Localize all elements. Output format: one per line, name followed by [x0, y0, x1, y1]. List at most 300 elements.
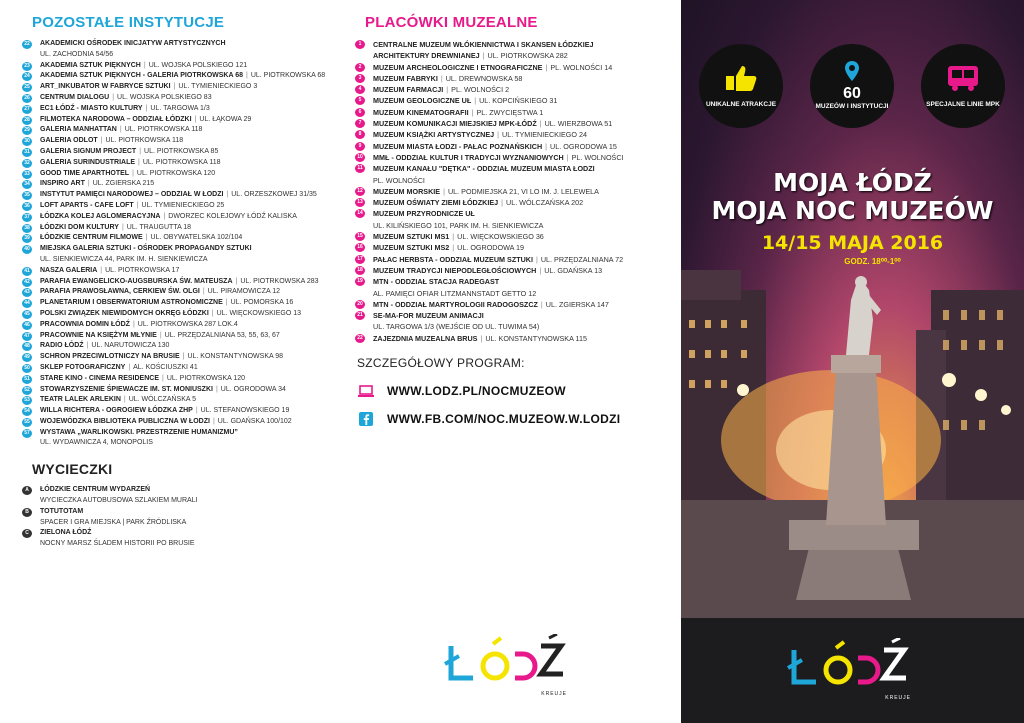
item-number-badge: 13 — [355, 198, 365, 207]
item-number-badge: 57 — [22, 429, 32, 438]
museums-list — [355, 39, 675, 344]
trips-list — [22, 485, 342, 550]
list-item — [22, 298, 342, 309]
separator: | — [235, 277, 238, 285]
item-name: PARAFIA PRAWOSŁAWNA, CERKIEW ŚW. OLGI — [40, 288, 200, 296]
separator: | — [225, 299, 228, 307]
item-address: UL. WÓLCZAŃSKA 5 — [128, 396, 197, 404]
separator: | — [128, 363, 131, 371]
list-item — [22, 158, 342, 169]
separator: | — [145, 104, 148, 112]
item-address: UL. PRZĘDZALNIANA 53, 55, 63, 67 — [164, 331, 280, 339]
separator: | — [440, 73, 443, 83]
item-address: UL. KONSTANTYNOWSKA 98 — [187, 353, 284, 361]
item-number-badge: 16 — [355, 243, 365, 252]
item-name: MUZEUM MORSKIE — [373, 186, 441, 196]
list-item — [22, 363, 342, 374]
item-number-badge: 53 — [22, 396, 32, 405]
list-item — [355, 333, 675, 344]
list-item — [22, 125, 342, 136]
item-address: UL. NARUTOWICZA 130 — [91, 342, 170, 350]
trips-title: WYCIECZKI — [32, 461, 113, 478]
item-number-badge: 2 — [355, 63, 365, 72]
item-number-badge: 12 — [355, 187, 365, 196]
item-name: AKADEMIA SZTUK PIĘKNYCH - GALERIA PIOTRKOWSKA 68 — [40, 72, 244, 80]
item-number-badge: 39 — [22, 234, 32, 243]
item-name: AKADEMIA SZTUK PIĘKNYCH — [40, 61, 141, 69]
separator: | — [480, 333, 483, 343]
poster-date: 14/15 MAJA 2016 — [761, 232, 944, 254]
item-number-badge: 6 — [355, 108, 365, 117]
item-number-badge: 4 — [355, 85, 365, 94]
item-number-badge: 26 — [22, 94, 32, 103]
item-address: UL. PIOTRKOWSKA 282 — [487, 51, 568, 61]
item-name: ART_INKUBATOR W FABRYCE SZTUKI — [40, 83, 171, 91]
list-item — [22, 223, 342, 234]
separator: | — [452, 232, 455, 242]
item-address: UL. ŁĄKOWA 29 — [199, 115, 252, 123]
list-item — [22, 233, 342, 244]
list-item — [22, 309, 342, 320]
item-address: UL. PIOTRKOWSKA 68 — [250, 72, 326, 80]
item-name: MUZEUM PRZYRODNICZE UŁ — [373, 209, 475, 219]
item-name: PAŁAC HERBSTA - ODDZIAŁ MUZEUM SZTUKI — [373, 254, 533, 264]
badge-attractions-label: UNIKALNE ATRAKCJE — [705, 100, 777, 108]
item-number-badge: 54 — [22, 407, 32, 416]
item-address: UL. OGRODOWA 15 — [550, 141, 617, 151]
item-number-badge: 11 — [355, 164, 365, 173]
list-item — [22, 266, 342, 277]
badge-museums-label: MUZEÓW I INSTYTUCJI — [815, 103, 889, 110]
separator: | — [121, 223, 124, 231]
item-address: UL. ORZESZKOWEJ 31/35 — [231, 191, 317, 199]
item-number-badge: 5 — [355, 96, 365, 105]
item-name: LOFT APARTS - CAFE LOFT — [40, 201, 134, 209]
laptop-icon — [357, 384, 375, 398]
item-address: PL. ZWYCIĘSTWA 1 — [476, 107, 544, 117]
item-number-badge: 31 — [22, 148, 32, 157]
separator: | — [100, 137, 103, 145]
item-name: GALERIA SURINDUSTRIALE — [40, 158, 136, 166]
column-museums — [355, 14, 675, 697]
program-section — [357, 356, 675, 426]
item-number-badge: 37 — [22, 213, 32, 222]
item-name: ŁÓDZKI DOM KULTURY — [40, 223, 119, 231]
item-name: GALERIA SIGNUM PROJECT — [40, 147, 137, 155]
item-number-badge: 8 — [355, 130, 365, 139]
item-address: UL. KONSTANTYNOWSKA 115 — [485, 333, 587, 343]
item-name: SKLEP FOTOGRAFICZNY — [40, 363, 126, 371]
item-address: UL. PIRAMOWICZA 12 — [207, 288, 281, 296]
poster-bottom-band — [681, 618, 1024, 723]
museums-title: PLACÓWKI MUZEALNE — [365, 14, 538, 31]
list-item — [22, 395, 342, 406]
item-name: MTN - ODDZIAŁ MARTYROLOGII RADOGOSZCZ — [373, 299, 538, 309]
separator: | — [138, 158, 140, 166]
separator: | — [497, 130, 499, 140]
item-address: UL. WOJSKA POLSKIEGO 83 — [117, 93, 212, 101]
item-address: UL. GDAŃSKA 100/102 — [217, 417, 292, 425]
list-item — [355, 73, 675, 84]
item-name: NASZA GALERIA — [40, 266, 98, 274]
item-number-badge: 28 — [22, 116, 32, 125]
list-item — [355, 50, 675, 61]
thumbs-up-icon — [724, 64, 758, 97]
program-fb-link[interactable]: WWW.FB.COM/NOC.MUZEOW.W.LODZI — [387, 412, 621, 427]
poster-hours: GODZ. 18⁰⁰-1⁰⁰ — [844, 257, 901, 266]
item-address: UL. OBYWATELSKA 102/104 — [150, 234, 243, 242]
item-name: AKADEMICKI OŚRODEK INICJATYW ARTYSTYCZNYCH — [40, 40, 226, 47]
item-address: UL. PIOTRKOWSKA 118 — [105, 137, 184, 145]
separator: | — [100, 266, 103, 274]
item-name: TEATR LALEK ARLEKIN — [40, 396, 121, 404]
separator: | — [119, 126, 122, 134]
separator: | — [211, 309, 214, 317]
badge-museums-count: 60 — [843, 85, 861, 102]
item-number-badge: 22 — [22, 40, 32, 49]
item-number-badge: 48 — [22, 342, 32, 351]
item-address-line: UL. TARGOWA 1/3 (WEJŚCIE OD UL. TUWIMA 54) — [373, 322, 540, 332]
list-item — [22, 104, 342, 115]
poster-lodz-logo — [781, 638, 921, 701]
lodz-logo — [443, 634, 573, 697]
item-address: UL. PIOTRKOWSKA 17 — [105, 266, 180, 274]
list-item — [355, 197, 675, 208]
separator: | — [446, 85, 449, 95]
item-address: UL. WIERZBOWA 51 — [544, 119, 613, 129]
separator: | — [501, 198, 503, 208]
separator: | — [195, 407, 198, 415]
item-address: UL. WIĘCKOWSKIEGO 13 — [216, 309, 302, 317]
item-address-line: AL. PAMIĘCI OFIAR LITZMANNSTADT GETTO 12 — [373, 288, 537, 298]
list-item — [355, 276, 675, 299]
item-name: STOWARZYSZENIE ŚPIEWACZE IM. ST. MONIUSZKI — [40, 385, 213, 393]
item-name: ZIELONA ŁÓDŹ — [40, 529, 92, 537]
item-number-badge: 27 — [22, 105, 32, 114]
list-item — [355, 242, 675, 253]
badge-bus-lines-label: SPECJALNE LINIE MPK — [926, 100, 1000, 108]
item-number-badge: 47 — [22, 332, 32, 341]
program-web-row[interactable] — [357, 384, 675, 398]
list-item — [22, 39, 342, 61]
item-name: ŁÓDZKIE CENTRUM WYDARZEŃ — [40, 486, 151, 494]
separator: | — [123, 396, 126, 404]
item-address: UL. PIOTRKOWSKA 120 — [136, 169, 216, 177]
list-item — [22, 374, 342, 385]
item-number-badge: 7 — [355, 119, 365, 128]
item-name: GALERIA ODLOT — [40, 137, 98, 145]
item-name: MUZEUM KOMUNIKACJI MIEJSKIEJ MPK-ŁÓDŹ — [373, 119, 537, 129]
item-number-badge: 14 — [355, 209, 365, 218]
separator: | — [194, 115, 197, 123]
item-name: EC1 ŁÓDŹ - MIASTO KULTURY — [40, 104, 143, 112]
item-number-badge: 15 — [355, 232, 365, 241]
item-name: MUZEUM KANAŁU "DĘTKA" - ODDZIAŁ MUZEUM MIASTA ŁODZI — [373, 164, 595, 174]
list-item — [22, 82, 342, 93]
list-item — [355, 129, 675, 140]
item-address: UL. TYMIENIECKIEGO 25 — [141, 201, 225, 209]
item-name: GALERIA MANHATTAN — [40, 126, 117, 134]
item-name: WYSTAWA „WARLIKOWSKI. PRZESTRZENIE HUMANIZMU” — [40, 428, 238, 436]
separator: | — [246, 72, 248, 80]
item-number-badge: 23 — [22, 62, 32, 71]
list-item — [22, 528, 342, 550]
item-address: PL. WOLNOŚCI 2 — [451, 85, 510, 95]
item-number-badge: 17 — [355, 255, 365, 264]
list-item — [22, 417, 342, 428]
item-name: FILMOTEKA NARODOWA – ODDZIAŁ ŁÓDZKI — [40, 115, 192, 123]
list-item — [355, 254, 675, 265]
item-name: PRACOWNIE NA KSIĘŻYM MŁYNIE — [40, 331, 157, 339]
item-address: UL. KOPCIŃSKIEGO 31 — [479, 96, 558, 106]
badge-bus-lines — [921, 44, 1005, 128]
item-number-badge: C — [22, 529, 32, 538]
separator: | — [182, 353, 185, 361]
list-item — [355, 186, 675, 197]
separator: | — [535, 254, 538, 264]
list-item — [22, 331, 342, 342]
item-number-badge: 46 — [22, 321, 32, 330]
item-number-badge: B — [22, 508, 32, 517]
item-address: UL. ZGIERSKA 215 — [92, 180, 155, 188]
separator: | — [474, 96, 477, 106]
list-item — [22, 287, 342, 298]
item-number-badge: 25 — [22, 83, 32, 92]
list-item — [355, 163, 675, 186]
list-item — [355, 107, 675, 118]
item-address-line: WYCIECZKA AUTOBUSOWA SZLAKIEM MURALI — [40, 497, 198, 505]
item-address: UL. PRZĘDZALNIANA 72 — [540, 254, 624, 264]
item-number-badge: 3 — [355, 74, 365, 83]
item-name: GOOD TIME APARTHOTEL — [40, 169, 130, 177]
item-number-badge: 44 — [22, 299, 32, 308]
badge-attractions — [699, 44, 783, 128]
item-name: MMŁ - ODDZIAŁ KULTUR I TRADYCJI WYZNANIOWYCH — [373, 152, 564, 162]
item-address-line: SPACER I GRA MIEJSKA | PARK ŹRÓDLISKA — [40, 518, 187, 526]
list-item — [22, 320, 342, 331]
item-number-badge: 34 — [22, 180, 32, 189]
item-number-badge: 29 — [22, 126, 32, 135]
poster-lodz-logo-mark — [781, 638, 921, 698]
item-number-badge: 40 — [22, 245, 32, 254]
item-name: SCHRON PRZECIWLOTNICZY NA BRUSIE — [40, 353, 180, 361]
item-address: UL. PODMIEJSKA 21, VI LO IM. J. LELEWELA — [447, 186, 599, 196]
item-address-line: UL. KILIŃSKIEGO 101, PARK IM. H. SIENKIEWICZA — [373, 220, 544, 230]
item-number-badge: 9 — [355, 142, 365, 151]
item-number-badge: 21 — [355, 311, 365, 320]
lodz-logo-mark — [443, 634, 573, 694]
separator: | — [539, 265, 542, 275]
item-address: UL. PIOTRKOWSKA 120 — [166, 374, 246, 382]
item-name: POLSKI ZWIĄZEK NIEWIDOMYCH OKRĘG ŁÓDZKI — [40, 309, 209, 317]
item-number-badge: 49 — [22, 353, 32, 362]
facebook-icon — [357, 412, 375, 426]
item-number-badge: 18 — [355, 266, 365, 275]
item-name: MUZEUM SZTUKI MS1 — [373, 232, 450, 242]
badge-museums — [810, 44, 894, 128]
item-name: MUZEUM KSIĄŻKI ARTYSTYCZNEJ — [373, 130, 495, 140]
separator: | — [226, 191, 229, 199]
item-number-badge: 50 — [22, 364, 32, 373]
item-address: UL. TYMIENIECKIEGO 3 — [178, 83, 258, 91]
item-number-badge: 35 — [22, 191, 32, 200]
poster-title-line1: MOJA ŁÓDŹ — [773, 168, 932, 197]
item-name: ŁÓDZKIE CENTRUM FILMOWE — [40, 234, 143, 242]
item-address: UL. PIOTRKOWSKA 283 — [240, 277, 319, 285]
item-address: UL. PIOTRKOWSKA 118 — [142, 158, 221, 166]
list-item — [22, 169, 342, 180]
separator: | — [132, 320, 135, 328]
item-address: UL. WIĘCKOWSKIEGO 36 — [457, 232, 544, 242]
separator: | — [173, 83, 176, 91]
other-institutions-list — [22, 39, 342, 449]
list-item — [355, 141, 675, 152]
item-number-badge: 42 — [22, 278, 32, 287]
item-name: MUZEUM TRADYCJI NIEPODLEGŁOŚCIOWYCH — [373, 265, 537, 275]
list-item — [355, 95, 675, 106]
list-item — [355, 310, 675, 333]
list-item — [355, 84, 675, 95]
item-number-badge: 20 — [355, 300, 365, 309]
item-number-badge: A — [22, 486, 32, 495]
list-item — [355, 118, 675, 129]
separator: | — [539, 119, 542, 129]
item-name: WOJEWÓDZKA BIBLIOTEKA PUBLICZNA W ŁODZI — [40, 417, 210, 425]
item-address: UL. WOJSKA POLSKIEGO 121 — [148, 61, 248, 69]
list-item — [22, 179, 342, 190]
list-item — [22, 277, 342, 288]
separator: | — [212, 417, 215, 425]
separator: | — [202, 288, 205, 296]
item-address: PL. WOLNOŚCI — [571, 152, 624, 162]
item-name: PARAFIA EWANGELICKO-AUGSBURSKA ŚW. MATEUSZA — [40, 277, 233, 285]
separator: | — [540, 299, 543, 309]
item-address: UL. ZGIERSKA 147 — [545, 299, 609, 309]
item-name: MUZEUM FARMACJI — [373, 85, 444, 95]
item-name: WILLA RICHTERA - OGROGIEW ŁÓDZKA ZHP — [40, 407, 193, 415]
list-item — [22, 147, 342, 158]
list-item — [22, 190, 342, 201]
separator: | — [545, 141, 548, 151]
item-number-badge: 38 — [22, 224, 32, 233]
list-item — [22, 71, 342, 82]
item-name: PLANETARIUM I OBSERWATORIUM ASTRONOMICZNE — [40, 299, 223, 307]
item-address: UL. TARGOWA 1/3 — [150, 104, 210, 112]
item-name: MIEJSKA GALERIA SZTUKI - OŚRODEK PROPAGANDY SZTUKI — [40, 245, 252, 253]
separator: | — [215, 385, 218, 393]
separator: | — [143, 61, 146, 69]
separator: | — [112, 93, 115, 101]
bus-icon — [946, 64, 980, 97]
item-name: SE-MA-FOR MUZEUM ANIMACJI — [373, 311, 484, 321]
program-fb-row[interactable] — [357, 412, 675, 426]
map-pin-icon — [845, 61, 859, 86]
list-item — [355, 299, 675, 310]
item-address: UL. TRAUGUTTA 18 — [126, 223, 192, 231]
other-institutions-title: POZOSTAŁE INSTYTUCJE — [32, 14, 225, 31]
list-item — [355, 152, 675, 163]
item-number-badge: 33 — [22, 170, 32, 179]
item-number-badge: 22 — [355, 334, 365, 343]
item-name: ARCHITEKTURY DREWNIANEJ — [373, 51, 480, 61]
item-number-badge: 51 — [22, 375, 32, 384]
list-item — [22, 93, 342, 104]
item-address: UL. GDAŃSKA 13 — [544, 265, 603, 275]
program-title: SZCZEGÓŁOWY PROGRAM: — [357, 356, 525, 371]
item-address: UL. STEFANOWSKIEGO 19 — [200, 407, 290, 415]
list-item — [22, 341, 342, 352]
item-number-badge: 43 — [22, 288, 32, 297]
separator: | — [159, 331, 162, 339]
item-number-badge: 19 — [355, 277, 365, 286]
item-name: ZAJEZDNIA MUZEALNA BRUS — [373, 333, 478, 343]
item-number-badge: 32 — [22, 159, 32, 168]
item-name: STARE KINO - CINEMA RESIDENCE — [40, 374, 160, 382]
list-item — [22, 406, 342, 417]
list-item — [355, 208, 675, 231]
item-name: CENTRALNE MUZEUM WŁÓKIENNICTWA I SKANSEN ŁÓDZKIEJ — [373, 40, 594, 49]
item-number-badge: 10 — [355, 153, 365, 162]
separator: | — [471, 107, 474, 117]
list-item — [22, 428, 342, 450]
separator: | — [86, 342, 89, 350]
item-address: UL. TYMIENIECKIEGO 24 — [502, 130, 587, 140]
item-address: UL. WÓLCZAŃSKA 202 — [506, 198, 584, 208]
list-item — [22, 212, 342, 223]
item-address: UL. PIOTRKOWSKA 85 — [144, 147, 219, 155]
separator: | — [566, 152, 569, 162]
column-other-institutions — [22, 14, 342, 550]
list-item — [22, 385, 342, 396]
item-address: UL. OGRODOWA 19 — [457, 243, 524, 253]
item-address: UL. PIOTRKOWSKA 118 — [124, 126, 203, 134]
item-address-line: UL. ZACHODNIA 54/56 — [40, 50, 114, 58]
separator: | — [132, 169, 134, 177]
item-name: MUZEUM ARCHEOLOGICZNE I ETNOGRAFICZNE — [373, 62, 543, 72]
item-name: MTN - ODDZIAŁ STACJA RADEGAST — [373, 277, 500, 287]
lodz-logo-subtitle: KREUJE — [541, 691, 567, 697]
item-address: PL. WOLNOŚCI 14 — [550, 62, 613, 72]
program-web-link[interactable]: WWW.LODZ.PL/NOCMUZEOW — [387, 384, 566, 399]
item-name: RADIO ŁÓDŹ — [40, 342, 84, 350]
list-item — [22, 352, 342, 363]
item-name: CENTRUM DIALOGU — [40, 93, 110, 101]
item-address: UL. PIOTRKOWSKA 287 LOK.4 — [137, 320, 238, 328]
item-name: INSPIRO ART — [40, 180, 85, 188]
poster-title-line2: MOJA NOC MUZEÓW — [711, 196, 994, 225]
list-item — [22, 61, 342, 72]
item-number-badge: 36 — [22, 202, 32, 211]
item-name: PRACOWNIA DOMIN ŁÓDŹ — [40, 320, 130, 328]
list-item — [22, 485, 342, 507]
separator: | — [545, 62, 548, 72]
separator: | — [163, 212, 166, 220]
list-item — [22, 136, 342, 147]
item-address-line: UL. SIENKIEWICZA 44, PARK IM. H. SIENKIEWICZA — [40, 255, 208, 263]
item-name: MUZEUM GEOLOGICZNE UŁ — [373, 96, 472, 106]
item-number-badge: 41 — [22, 267, 32, 276]
item-name: TOTUTOTAM — [40, 507, 84, 515]
item-name: ŁÓDZKA KOLEJ AGLOMERACYJNA — [40, 212, 161, 220]
list-item — [22, 115, 342, 126]
item-name: MUZEUM SZTUKI MS2 — [373, 243, 450, 253]
separator: | — [443, 186, 445, 196]
item-number-badge: 52 — [22, 386, 32, 395]
list-item — [22, 507, 342, 529]
item-address-line: NOCNY MARSZ ŚLADEM HISTORII PO BRUSIE — [40, 540, 195, 548]
poster-lodz-logo-subtitle: KREUJE — [885, 695, 911, 701]
item-name: MUZEUM KINEMATOGRAFII — [373, 107, 469, 117]
